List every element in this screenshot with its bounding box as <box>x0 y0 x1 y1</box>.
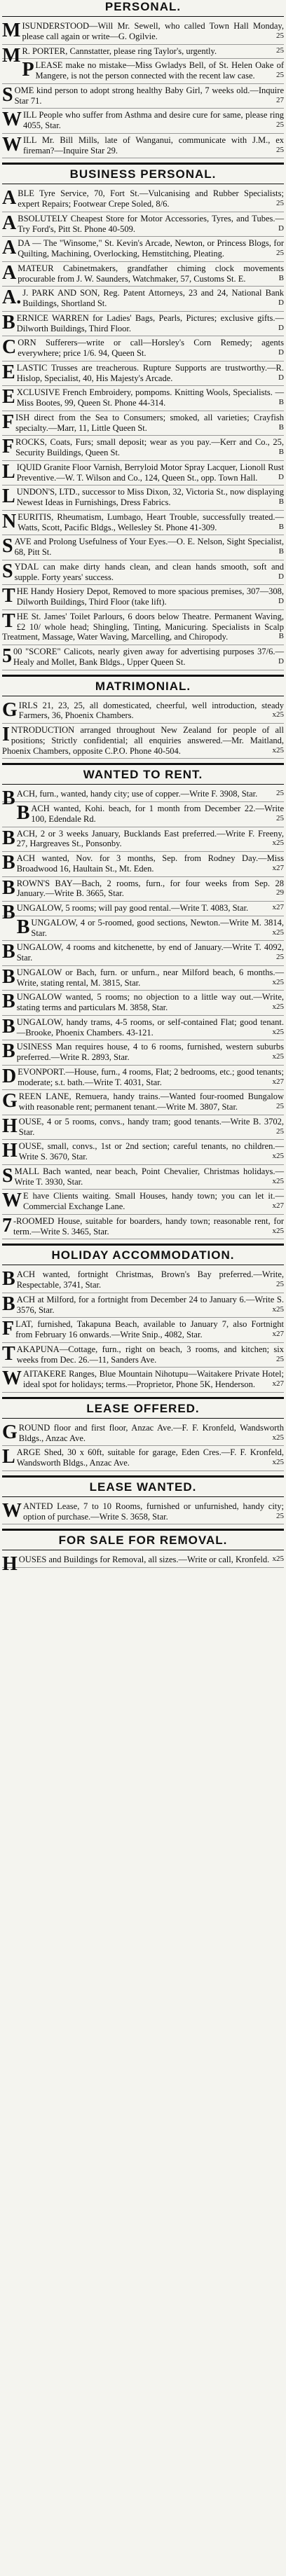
classified-ad <box>2 1293 284 1318</box>
ad-text: FLAT, furnished, Takapuna Beach, available to January 7, also Fortnight from February 16 onwards.—Write Snip., 4082, Star. <box>2 1318 284 1340</box>
section-matrimonial <box>2 675 284 759</box>
ad-text: BUSINESS Man requires house, 4 to 6 rooms, furnished, western suburbs preferred.—Write R. 2893, Star. <box>2 1040 284 1063</box>
section-lease-wanted <box>2 1475 284 1525</box>
ad-reference: B <box>278 497 284 506</box>
classified-ad <box>2 386 284 411</box>
classified-ad <box>2 436 284 461</box>
ad-reference: x27 <box>272 863 284 872</box>
classified-ad <box>2 109 284 134</box>
ad-text: LARGE Shed, 30 x 60ft, suitable for garage, Eden Cres.—F. F. Kronfeld, Wandsworth Bldgs., Anzac Ave. <box>2 1446 284 1468</box>
classified-ad <box>2 134 284 159</box>
ad-reference: B <box>278 448 284 456</box>
classified-ad <box>2 802 284 827</box>
section-personal <box>2 0 284 158</box>
classified-ad <box>2 1040 284 1066</box>
ad-text: EXCLUSIVE French Embroidery, pompoms. Knitting Wools, Specialists. — Miss Bootes, 99, Queen St. Phone 44-314. <box>2 386 284 408</box>
classified-ad <box>2 787 284 810</box>
ad-reference: 25 <box>276 199 284 207</box>
classified-ad <box>2 585 284 610</box>
ad-text: ABSOLUTELY Cheapest Store for Motor Accessories, Tyres, and Tubes.—Try Ford's, Pitt St. Phone 40-509. <box>2 212 284 234</box>
section-heading: LEASE OFFERED. <box>2 1397 284 1419</box>
classified-ad <box>2 1368 284 1393</box>
classified-ad <box>2 535 284 560</box>
section-holiday-accommodation <box>2 1244 284 1393</box>
ad-reference: D <box>278 298 284 307</box>
ad-text: WANTED Lease, 7 to 10 Rooms, furnished or unfurnished, handy city; option of purchase.—Write S. 3658, Star. <box>2 1499 284 1522</box>
ad-reference: D <box>278 472 284 481</box>
ad-reference: x25 <box>272 710 284 719</box>
ad-reference: 25 <box>276 249 284 257</box>
ad-reference: B <box>278 632 284 641</box>
ad-reference: x25 <box>272 1176 284 1185</box>
ad-text: BUNGALOW, 4 rooms and kitchenette, by end of January.—Write T. 4092, Star. <box>2 941 284 963</box>
ad-reference: 25 <box>276 789 284 798</box>
ad-text: FROCKS, Coats, Furs; small deposit; wear as you pay.—Kerr and Co., 25, Security Buildings, Queen St. <box>2 436 284 458</box>
ad-text: HOUSE, small, convs., 1st or 2nd section; careful tenants, no children.—Write S. 3670, Star. <box>2 1140 284 1162</box>
ad-text: THE Handy Hosiery Depot, Removed to more spacious premises, 307—308, Dilworth Buildings, Third Floor (take lift). <box>2 585 284 607</box>
classified-ad <box>2 1268 284 1293</box>
ad-text: BACH wanted, Kohi. beach, for 1 month from December 22.—Write 100, Edendale Rd. <box>16 802 284 824</box>
ad-text: INTRODUCTION arranged throughout New Zealand for people of all positions; Strictly confidential; all enquiries answered.—Mr. Maitland, Phoenix Chambers, opposite C.P.O. Phone 40-504. <box>2 724 284 756</box>
classified-ad <box>2 1421 284 1447</box>
ad-text: GIRLS 21, 23, 25, all domesticated, cheerful, well introduction, steady Farmers, 36, Phoenix Chambers. <box>2 698 284 721</box>
section-business-personal <box>2 163 284 670</box>
ad-reference: x25 <box>272 1027 284 1036</box>
classified-ad <box>2 485 284 511</box>
ad-reference: D <box>278 373 284 382</box>
ad-reference: x25 <box>272 1152 284 1160</box>
classified-ad <box>2 1343 284 1368</box>
classified-ad <box>2 511 284 536</box>
ad-text: WE have Clients waiting. Small Houses, handy town; you can let it.—Commercial Exchange Lane. <box>2 1190 284 1212</box>
classified-ad <box>2 724 284 759</box>
ad-reference: 25 <box>276 1511 284 1520</box>
ad-reference: x27 <box>272 903 284 911</box>
ad-text: GROUND floor and first floor, Anzac Ave.—F. F. Kronfeld, Wandsworth Bldgs., Anzac Ave. <box>2 1421 284 1443</box>
ad-reference: 25 <box>276 1280 284 1288</box>
ad-reference: x25 <box>272 977 284 986</box>
classified-ad <box>2 1090 284 1115</box>
ad-reference: D <box>278 656 284 666</box>
ad-reference: D <box>278 223 284 233</box>
classified-ad <box>2 1553 284 1576</box>
classified-ad <box>2 1016 284 1041</box>
ad-text: PLEASE make no mistake—Miss Gwladys Bell, of St. Helen Oake of Mangere, is not the person connected with the recent law case. <box>22 59 284 81</box>
ad-text: BACH, 2 or 3 weeks January, Bucklands East preferred.—Write F. Freeny, 27, Hargreaves St., Ponsonby. <box>2 827 284 849</box>
ad-text: WAITAKERE Ranges, Blue Mountain Nihotupu—Waitakere Private Hotel; ideal spot for holidays; terms.—Proprietor, Phone 5K, Henderson. <box>2 1368 284 1390</box>
classified-ad <box>2 1066 284 1091</box>
ad-reference: x25 <box>272 839 284 848</box>
ad-reference: x25 <box>272 1458 284 1466</box>
classified-ad <box>2 287 284 312</box>
ad-text: CORN Sufferers—write or call—Horsley's Corn Remedy; agents everywhere; price 1/6. 94, Queen St. <box>2 336 284 359</box>
ad-text: HOUSES and Buildings for Removal, all sizes.—Write or call, Kronfeld. <box>2 1553 270 1576</box>
ad-reference: B <box>278 273 284 282</box>
ad-text: GREEN LANE, Remuera, handy trains.—Wanted four-roomed Bungalow with reasonable rent; permanent tenant.—Write M. 3807, Star. <box>2 1090 284 1113</box>
ad-reference: B <box>278 398 284 406</box>
ad-reference: 25 <box>276 31 284 40</box>
classified-ad <box>2 1215 284 1240</box>
classified-ad <box>2 1165 284 1190</box>
ad-text: FISH direct from the Sea to Consumers; smoked, all varieties; Crayfish specialty.—Marr, 11, Little Queen St. <box>2 411 284 433</box>
section-heading: LEASE WANTED. <box>2 1475 284 1497</box>
ad-text: 500 "SCORE" Calicots, nearly given away for advertising purposes 37/6.—Healy and Mollet, Bank Bldgs., Upper Queen St. <box>2 645 284 667</box>
ad-reference: 25 <box>276 1354 284 1363</box>
classified-ad <box>2 84 284 109</box>
ad-reference: x25 <box>272 928 284 937</box>
ad-reference: 25 <box>276 813 284 822</box>
classified-ad <box>2 699 284 724</box>
ad-reference: B <box>278 422 284 432</box>
ad-reference: x25 <box>272 1226 284 1235</box>
classified-ad <box>2 237 284 262</box>
classified-ad <box>2 916 284 942</box>
ad-reference: 25 <box>276 120 284 129</box>
classified-ad <box>2 877 284 902</box>
section-wanted-to-rent <box>2 763 284 1239</box>
classified-ad <box>2 44 284 67</box>
ad-reference: D <box>278 323 284 332</box>
section-heading: BUSINESS PERSONAL. <box>2 163 284 184</box>
classified-ad <box>2 411 284 436</box>
ad-text: BUNGALOW or Bach, furn. or unfurn., near Milford beach, 6 months.—Write, stating rental, M. 3815, Star. <box>2 965 284 988</box>
classified-ad <box>2 966 284 991</box>
section-heading: MATRIMONIAL. <box>2 675 284 696</box>
ad-reference: 25 <box>276 46 284 55</box>
ad-text: TAKAPUNA—Cottage, furn., right on beach, 3 rooms, and kitchen; six weeks from Dec. 26.—11, Sanders Ave. <box>2 1342 284 1365</box>
ad-reference: x25 <box>272 1433 284 1442</box>
ad-reference: 25 <box>276 71 284 79</box>
ad-text: LUNDON'S, LTD., successor to Miss Dixon, 32, Victoria St., now displaying Newest Ideas in Furnishings, Dress Fabrics. <box>2 485 284 508</box>
ad-text: SAVE and Prolong Usefulness of Your Eyes.—O. E. Nelson, Sight Specialist, 68, Pitt St. <box>2 535 284 558</box>
ad-text: WILL Mr. Bill Mills, late of Wanganui, communicate with J.M., ex fireman?—Inquire Star 29. <box>2 133 284 156</box>
ad-reference: 29 <box>276 888 284 897</box>
ad-text: SOME kind person to adopt strong healthy Baby Girl, 7 weeks old.—Inquire Star 71. <box>2 83 284 106</box>
ad-reference: x27 <box>272 1201 284 1210</box>
classified-ad <box>2 991 284 1016</box>
ad-reference: x27 <box>272 1379 284 1388</box>
ad-text: MISUNDERSTOOD—Will Mr. Sewell, who called Town Hall Monday, please call again or write—G. Ogilvie. <box>2 20 284 41</box>
classified-ad <box>2 610 284 645</box>
ad-text: NEURITIS, Rheumatism, Lumbago, Heart Trouble, successfully treated.—Watts, Scott, Pacific Bldgs., Wellesley St. Phone 41-309. <box>2 510 284 532</box>
classified-ad <box>2 312 284 337</box>
ad-text: SYDAL can make dirty hands clean, and clean hands smooth, soft and supple. Forty years' success. <box>2 560 284 582</box>
classified-ad <box>2 361 284 387</box>
ad-text: BERNICE WARREN for Ladies' Bags, Pearls, Pictures; exclusive gifts.—Dilworth Buildings, Third Floor. <box>2 311 284 333</box>
ad-text: BACH wanted, fortnight Christmas, Brown's Bay preferred.—Write, Respectable, 3741, Star. <box>2 1268 284 1290</box>
classified-ad <box>2 59 284 84</box>
classified-ad <box>2 1500 284 1525</box>
ad-text: BACH at Milford, for a fortnight from December 24 to January 6.—Write S. 3576, Star. <box>2 1293 284 1315</box>
ad-reference: x25 <box>272 745 284 755</box>
section-for-sale-for-removal <box>2 1529 284 1576</box>
classified-ad <box>2 20 284 45</box>
ad-reference: 25 <box>276 1127 284 1136</box>
section-heading: WANTED TO RENT. <box>2 763 284 785</box>
section-lease-offered <box>2 1397 284 1471</box>
ad-reference: B <box>278 522 284 531</box>
classified-ad <box>2 1318 284 1343</box>
ad-text: BUNGALOW wanted, 5 rooms; no objection to a little way out.—Write, stating terms and particulars M. 3858, Star. <box>2 991 284 1013</box>
classified-ad <box>2 852 284 877</box>
ad-reference: x27 <box>272 1077 284 1086</box>
ad-reference: 27 <box>276 95 284 104</box>
ad-text: BUNGALOW, 5 rooms; will pay good rental.—Write T. 4083, Star. <box>2 902 249 923</box>
ad-text: BACH wanted, Nov. for 3 months, Sep. from Rodney Day.—Miss Broadwood 16, Haultain St., Mt. Eden. <box>2 852 284 874</box>
ad-reference: x25 <box>272 1003 284 1011</box>
classified-ad <box>2 1115 284 1141</box>
ad-reference: D <box>278 572 284 581</box>
ad-text: LIQUID Granite Floor Varnish, Berryloid Motor Spray Lacquer, Lionoll Rust Preventive.—W. T. Wilson and Co., 124, Queen St., opp. Town Hall. <box>2 460 284 483</box>
ad-text: THE St. James' Toilet Parlours, 6 doors below Theatre. Permanent Waving, £2 10/ whole head; Shingling, Tinting, Manicuring. Specialists in Scalp Treatment, Massage, Water Waving, Marcelling, and Chiropody. <box>2 609 284 642</box>
classified-ad <box>2 560 284 586</box>
ad-reference: D <box>278 348 284 357</box>
ad-reference: x25 <box>272 1555 284 1564</box>
ad-text: 7-ROOMED House, suitable for boarders, handy town; reasonable rent, for term.—Write S. 3465, Star. <box>2 1214 284 1237</box>
classified-ad <box>2 1446 284 1471</box>
ad-text: WILL People who suffer from Asthma and desire cure for same, please ring 4055, Star. <box>2 109 284 131</box>
ad-text: AMATEUR Cabinetmakers, grandfather chiming clock movements procurable from J. W. Saunders, Watchmaker, 57, Customs St. E. <box>2 261 284 284</box>
ad-reference: 25 <box>276 953 284 961</box>
ad-reference: D <box>278 597 284 605</box>
classified-ad <box>2 187 284 212</box>
classified-ad <box>2 645 284 670</box>
ad-text: SMALL Bach wanted, near beach, Point Chevalier, Christmas holidays.—Write T. 3930, Star. <box>2 1164 284 1187</box>
ad-reference: 25 <box>276 145 284 154</box>
ad-text: ABLE Tyre Service, 70, Fort St.—Vulcanising and Rubber Specialists; expert Repairs; Footwear Crepe Soled, 8/6. <box>2 187 284 209</box>
ad-text: HOUSE, 4 or 5 rooms, convs., handy tram; good tenants.—Write B. 3702, Star. <box>2 1115 284 1137</box>
classified-ad <box>2 827 284 853</box>
ad-reference: x27 <box>272 1330 284 1338</box>
classified-ad <box>2 941 284 966</box>
ad-text: BUNGALOW, 4 or 5-roomed, good sections, Newton.—Write M. 3814, Star. <box>16 916 284 938</box>
ad-text: BUNGALOW, handy trams, 4-5 rooms, or self-contained Flat; good tenant.—Brooke, Phoenix Chambers. 43-121. <box>2 1015 284 1038</box>
ad-reference: 25 <box>276 1102 284 1110</box>
ad-text: BROWN'S BAY—Bach, 2 rooms, furn., for four weeks from Sep. 28 January.—Write B. 3665, Star. <box>2 876 284 899</box>
classified-ad <box>2 1140 284 1165</box>
section-heading: FOR SALE FOR REMOVAL. <box>2 1529 284 1550</box>
section-heading: PERSONAL. <box>2 0 284 17</box>
classified-ad <box>2 902 284 923</box>
classified-ad <box>2 212 284 237</box>
classified-ad <box>2 1190 284 1215</box>
ad-text: ELASTIC Trusses are treacherous. Rupture Supports are trustworthy.—R. Hislop, Specialist, 40, His Majesty's Arcade. <box>2 361 284 383</box>
ad-text: MR. PORTER, Cannstatter, please ring Taylor's, urgently. <box>2 44 217 67</box>
ad-reference: x25 <box>272 1052 284 1061</box>
classified-ad <box>2 262 284 287</box>
classified-ad <box>2 461 284 486</box>
ad-text: A.J. PARK AND SON, Reg. Patent Attorneys, 23 and 24, National Bank Buildings, Shortland St. <box>2 287 284 309</box>
ad-text: BACH, furn., wanted, handy city; use of copper.—Write F. 3908, Star. <box>2 787 258 810</box>
ad-text: DEVONPORT.—House, furn., 4 rooms, Flat; 2 bedrooms, etc.; good tenants; moderate; s.t. bath.—Write T. 4031, Star. <box>2 1065 284 1087</box>
ad-reference: B <box>278 547 284 556</box>
ad-reference: x25 <box>272 1304 284 1314</box>
ad-text: ADA — The "Winsome," St. Kevin's Arcade, Newton, or Princess Blogs, for Quilting, Machining, Overlocking, Hemstitching, Pleating. <box>2 237 284 259</box>
section-heading: HOLIDAY ACCOMMODATION. <box>2 1244 284 1265</box>
classified-ad <box>2 336 284 361</box>
